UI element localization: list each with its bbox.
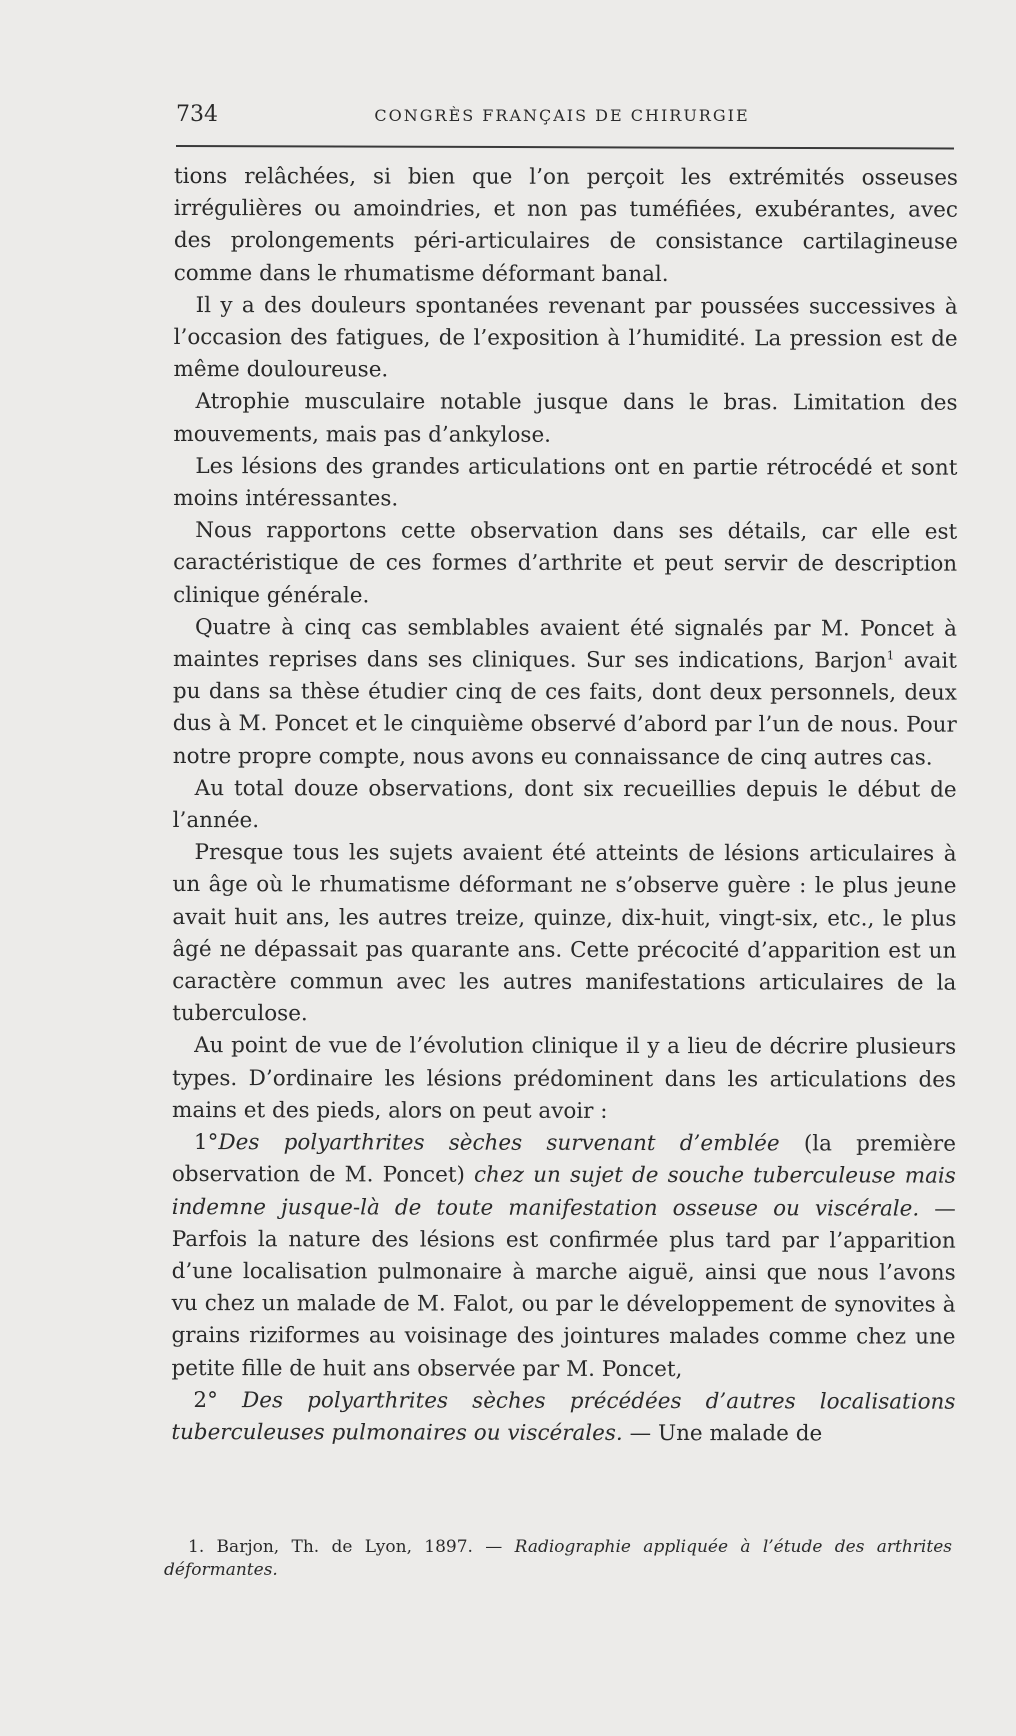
paragraph bbox=[173, 451, 957, 517]
page-header bbox=[176, 102, 948, 132]
paragraph bbox=[173, 773, 957, 839]
paragraph bbox=[174, 290, 958, 388]
paragraph-text: Il y a des douleurs spontanées revenant par poussées successives à l’occasion des fatigues, de l’exposition à l’humidité. La pression est de même douloureuse. bbox=[173, 292, 958, 383]
running-title: CONGRÈS FRANÇAIS DE CHIRURGIE bbox=[374, 106, 750, 125]
paragraph-text: — Une malade de bbox=[622, 1420, 823, 1447]
footnote-title: Radiographie appliquée à l’étude des arthrites déformantes. bbox=[164, 1537, 952, 1580]
body-text bbox=[171, 161, 958, 1451]
italic-phrase: chez un sujet de souche tuberculeuse mais indemne jusque-là de toute manifestation osseuse ou viscérale. bbox=[171, 1162, 956, 1222]
paragraph bbox=[173, 515, 957, 613]
paragraph bbox=[174, 161, 958, 291]
paragraph-text: Presque tous les sujets avaient été atteints de lésions articulaires à un âge où le rhumatisme déformant ne s’observe guère : le plus jeune avait huit ans, les autres treize, quinze, dix-huit, vingt-six, etc., le plus âgé ne dépassait pas quarante ans. Cette précocité d’apparition est un caractère commun avec les autres manifestations articulaires de la tuberculose. bbox=[172, 840, 957, 1027]
list-paragraph bbox=[171, 1127, 956, 1386]
footnote-text: Barjon, Th. de Lyon, 1897. — bbox=[204, 1537, 515, 1557]
paragraph bbox=[172, 837, 956, 1032]
paragraph-text: Au total douze observations, dont six recueillies depuis le début de l’année. bbox=[172, 775, 957, 834]
paragraph-text: tions relâchées, si bien que l’on perçoit les extrémités osseuses irrégulières ou amoindries, et non pas tuméfiées, exubérantes, avec des prolongements péri-articulaires de consistance cartilagineuse comme dans le rhumatisme déformant banal. bbox=[173, 164, 958, 287]
paragraph-text: Les lésions des grandes articulations ont en partie rétrocédé et sont moins intéressantes. bbox=[173, 453, 958, 512]
paragraph-text: Au point de vue de l’évolution clinique il y a lieu de décrire plusieurs types. D’ordinaire les lésions prédominent dans les articulations des mains et des pieds, alors on peut avoir : bbox=[171, 1033, 957, 1124]
list-number: 2° bbox=[193, 1387, 218, 1413]
paragraph-text: — Parfois la nature des lésions est confirmée plus tard par l’apparition d’une localisation pulmonaire à marche aiguë, ainsi que nous l’avons vu chez un malade de M. Falot, ou par le développement de synovites à grains riziformes au voisinage des jointures malades comme chez une petite fille de huit ans observée par M. Poncet, bbox=[171, 1196, 956, 1382]
paragraph-text: (la première observation de M. Poncet) bbox=[171, 1131, 956, 1188]
paragraph-text: Nous rapportons cette observation dans ses détails, car elle est caractéristique de ces formes d’arthrite et peut servir de description clinique générale. bbox=[173, 518, 958, 609]
paragraph-text: avait pu dans sa thèse étudier cinq de ces faits, dont deux personnels, deux dus à M. Poncet et le cinquième observé d’abord par l’un de nous. Pour notre propre compte, nous avons eu connaissance de cinq autres cas. bbox=[172, 648, 957, 771]
paragraph-text: Atrophie musculaire notable jusque dans le bras. Limitation des mouvements, mais pas d’ankylose. bbox=[173, 389, 958, 448]
list-paragraph bbox=[171, 1385, 955, 1451]
paragraph bbox=[173, 612, 957, 775]
footnote-reference[interactable]: 1 bbox=[886, 648, 895, 663]
list-number: 1° bbox=[193, 1130, 219, 1156]
header-rule bbox=[176, 145, 954, 149]
footnote-number: 1. bbox=[188, 1537, 205, 1557]
page-number: 734 bbox=[176, 102, 218, 127]
paragraph bbox=[173, 386, 957, 452]
paragraph-text: Quatre à cinq cas semblables avaient été signalés par M. Poncet à maintes reprises dans ses cliniques. Sur ses indications, Barjon bbox=[172, 614, 958, 674]
paragraph bbox=[172, 1030, 956, 1128]
italic-phrase: Des polyarthrites sèches précédées d’autres localisations tuberculeuses pulmonaires ou viscérales. bbox=[171, 1387, 956, 1446]
footnote bbox=[164, 1536, 952, 1582]
italic-phrase: Des polyarthrites sèches survenant d’emblée bbox=[218, 1130, 780, 1157]
